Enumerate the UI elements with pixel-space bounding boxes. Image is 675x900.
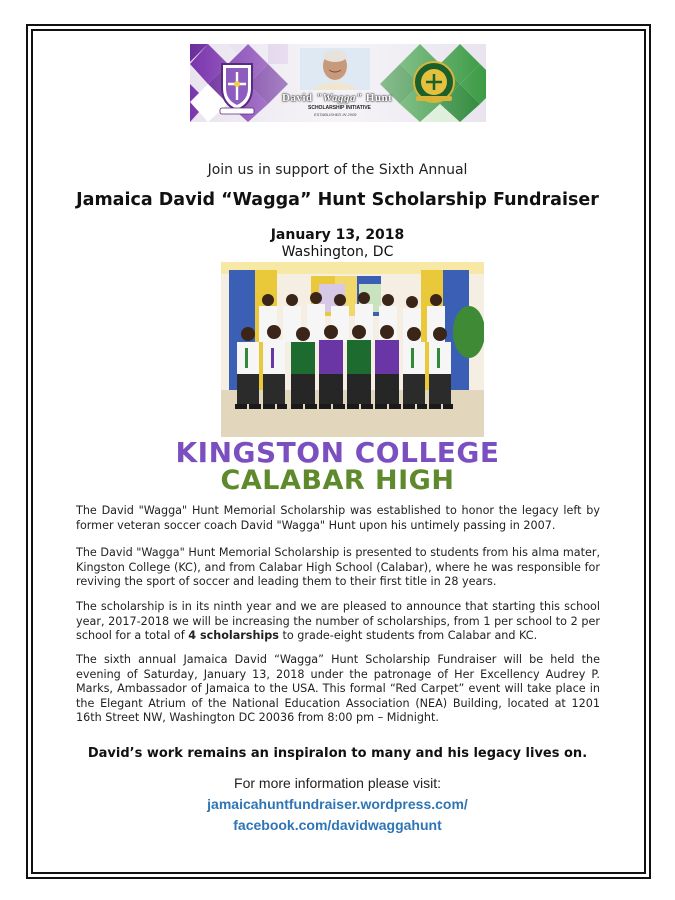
banner-title: David "Wagga" Hunt [282,92,393,104]
david-hunt-portrait [300,48,370,90]
paragraph-scholarship-origin: The David "Wagga" Hunt Memorial Scholarship was established to honor the legacy left by former veteran soccer coach David "Wagga" Hunt upon his untimely passing in 2007. [76,504,600,532]
intro-line: Join us in support of the Sixth Annual [207,162,468,178]
banner-subtitle: SCHOLARSHIP INITIATIVE [308,105,371,111]
students-group-photo [221,262,484,437]
more-info-label: For more information please visit: [234,775,441,791]
facebook-link[interactable]: facebook.com/davidwaggahunt [233,817,442,833]
header-banner [190,44,486,122]
paragraph-scholarship-recipients: The David "Wagga" Hunt Memorial Scholarship is presented to students from his alma mater, Kingston College (KC), and from Calabar High School (Calabar), where he was responsible for reviving the sport of soccer and leading them to their first title in 28 years. [76,546,600,588]
event-date: January 13, 2018 [270,227,405,243]
legacy-statement: David’s work remains an inspiraIon to many and his legacy lives on. [87,746,588,761]
paragraph-event-details: The sixth annual Jamaica David “Wagga” Hunt Scholarship Fundraiser will be held the evening of Saturday, January 13, 2018 under the patronage of Her Excellency Audrey P. Marks, Ambassador of Jamaica to the USA. This formal “Red Carpet” event will take place in the Elegant Atrium of the National Education Association (NEA) Building, located at 1201 16th Street NW, Washington DC 20036 from 8:00 pm – Midnight. [76,653,600,724]
calabar-high-crest-icon [414,62,454,102]
banner-established: ESTABLISHED IN 2009 [314,112,357,117]
page-title: Jamaica David “Wagga” Hunt Scholarship Fundraiser [76,190,599,210]
group-photo-image [221,262,484,437]
website-link[interactable]: jamaicahuntfundraiser.wordpress.com/ [207,796,468,812]
kingston-college-heading: KINGSTON COLLEGE [175,436,500,469]
paragraph-scholarship-increase: The scholarship is in its ninth year and we are pleased to announce that starting this school year, 2017-2018 we will be increasing the number of scholarships, from 1 per school to 2 per school for a total of 4 scholarships to grade-eight students from Calabar and KC. [76,600,600,642]
calabar-high-heading: CALABAR HIGH [220,465,455,496]
event-location: Washington, DC [281,244,394,260]
scholarship-count: 4 scholarships [188,629,279,642]
